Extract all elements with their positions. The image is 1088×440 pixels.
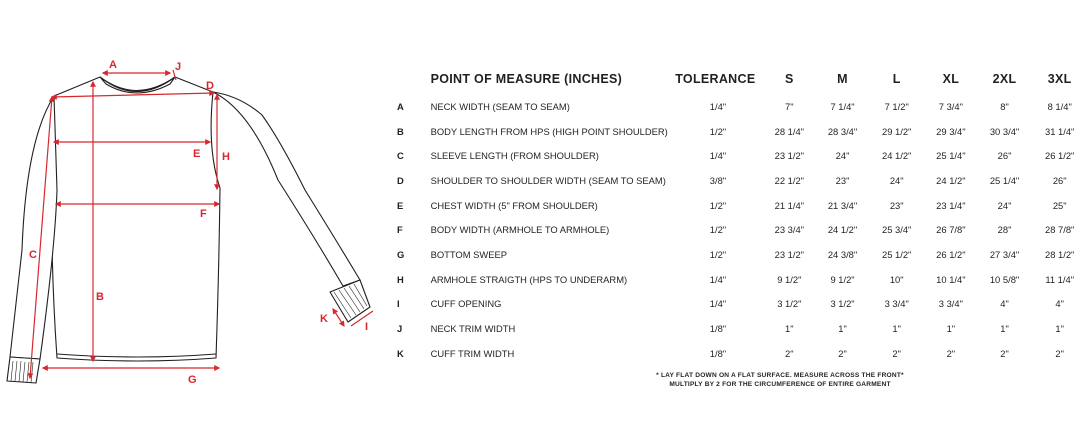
cell-tol: 1/8" xyxy=(709,323,727,335)
cell-desc: CHEST WIDTH (5" FROM SHOULDER) xyxy=(430,199,598,211)
cell-l: 23" xyxy=(889,199,904,211)
cell-xxxl: 26 1/2" xyxy=(1044,150,1075,162)
cell-xl: 29 3/4" xyxy=(936,125,966,137)
cell-xxxl: 25" xyxy=(1052,199,1067,211)
cell-xxxl: 28 1/2" xyxy=(1044,248,1075,260)
cell-letter: J xyxy=(397,323,403,335)
cell-xl: 26 7/8" xyxy=(936,224,966,236)
cell-tol: 1/2" xyxy=(709,125,727,137)
cell-l: 1" xyxy=(892,323,901,335)
header-size-s: S xyxy=(785,72,794,86)
cell-l: 25 1/2" xyxy=(881,248,912,260)
header-tolerance: TOLERANCE xyxy=(675,72,756,86)
cell-xxxl: 1" xyxy=(1055,323,1064,335)
cell-s: 28 1/4" xyxy=(774,125,805,137)
cell-letter: B xyxy=(397,125,404,137)
cell-xl: 10 1/4" xyxy=(936,273,966,285)
table-row xyxy=(392,217,1088,242)
cell-tol: 1/2" xyxy=(709,224,727,236)
header-point-of-measure: POINT OF MEASURE (INCHES) xyxy=(430,72,623,86)
cell-l: 3 3/4" xyxy=(884,298,909,310)
cell-m: 21 3/4" xyxy=(827,199,858,211)
cell-l: 2" xyxy=(892,347,901,359)
label-e: E xyxy=(193,148,201,160)
cell-tol: 1/4" xyxy=(709,298,727,310)
header-size-3xl: 3XL xyxy=(1047,72,1072,86)
cell-desc: ARMHOLE STRAIGTH (HPS TO UNDERARM) xyxy=(430,273,628,285)
cell-xxl: 27 3/4" xyxy=(989,248,1020,260)
table-row xyxy=(392,292,1088,317)
footnote-line-1: * LAY FLAT DOWN ON A FLAT SURFACE. MEASURE ACROSS THE FRONT* xyxy=(656,372,904,379)
right-sleeve-outline xyxy=(213,92,360,286)
cell-letter: K xyxy=(397,347,404,359)
cell-xxl: 10 5/8" xyxy=(989,273,1020,285)
header-letter-spacer xyxy=(392,64,431,94)
table-row xyxy=(392,267,1088,292)
left-sleeve-outline xyxy=(10,96,57,359)
cell-m: 24 1/2" xyxy=(827,224,858,236)
cell-desc: BODY LENGTH FROM HPS (HIGH POINT SHOULDER) xyxy=(430,125,668,137)
cell-s: 22 1/2" xyxy=(774,174,805,186)
cell-letter: H xyxy=(397,273,404,285)
cell-l: 25 3/4" xyxy=(881,224,912,236)
cell-s: 21 1/4" xyxy=(774,199,805,211)
cell-xxxl: 31 1/4" xyxy=(1044,125,1075,137)
table-row xyxy=(392,168,1088,193)
table-row xyxy=(392,94,1088,119)
cell-letter: D xyxy=(397,174,404,186)
table-row xyxy=(392,316,1088,341)
cell-desc: BOTTOM SWEEP xyxy=(430,248,507,260)
cell-xxl: 28" xyxy=(997,224,1012,236)
cell-l: 29 1/2" xyxy=(881,125,912,137)
cell-xxxl: 26" xyxy=(1052,174,1067,186)
header-size-m: M xyxy=(837,72,848,86)
cell-l: 24" xyxy=(889,174,904,186)
cell-s: 2" xyxy=(785,347,794,359)
table-row xyxy=(392,341,1088,366)
cell-m: 1" xyxy=(838,323,847,335)
cell-xl: 7 3/4" xyxy=(938,100,963,112)
cell-m: 3 1/2" xyxy=(830,298,855,310)
cell-desc: NECK TRIM WIDTH xyxy=(430,323,516,335)
header-size-2xl: 2XL xyxy=(992,72,1017,86)
cell-xxxl: 2" xyxy=(1055,347,1064,359)
cell-xl: 23 1/4" xyxy=(936,199,966,211)
cell-m: 23" xyxy=(835,174,850,186)
cell-letter: A xyxy=(397,100,404,112)
cell-xl: 26 1/2" xyxy=(936,248,966,260)
cell-l: 24 1/2" xyxy=(881,150,912,162)
label-k: K xyxy=(320,313,328,325)
cell-xl: 2" xyxy=(946,347,956,359)
cell-desc: NECK WIDTH (SEAM TO SEAM) xyxy=(430,100,570,112)
label-d: D xyxy=(206,80,214,92)
cell-xxxl: 8 1/4" xyxy=(1047,100,1072,112)
cell-tol: 1/4" xyxy=(709,100,727,112)
label-f: F xyxy=(200,208,207,220)
size-chart-table xyxy=(392,64,1088,366)
cell-xl: 24 1/2" xyxy=(936,174,966,186)
cell-tol: 1/4" xyxy=(709,273,727,285)
label-c: C xyxy=(29,249,37,261)
table-row xyxy=(392,143,1088,168)
cell-desc: CUFF TRIM WIDTH xyxy=(430,347,515,359)
label-i: I xyxy=(365,321,369,333)
cell-xxl: 30 3/4" xyxy=(989,125,1020,137)
cell-m: 28 3/4" xyxy=(827,125,858,137)
header-size-l: L xyxy=(892,72,901,86)
cell-tol: 3/8" xyxy=(709,174,727,186)
cell-letter: I xyxy=(397,298,400,310)
cell-xxxl: 4" xyxy=(1055,298,1064,310)
cell-m: 24 3/8" xyxy=(827,248,858,260)
footnote-line-2: MULTIPLY BY 2 FOR THE CIRCUMFERENCE OF ENTIRE GARMENT xyxy=(669,381,891,388)
measurement-footnote xyxy=(600,371,960,389)
cell-tol: 1/4" xyxy=(709,150,727,162)
cell-tol: 1/8" xyxy=(709,347,727,359)
cell-xl: 3 3/4" xyxy=(938,298,963,310)
cell-desc: SLEEVE LENGTH (FROM SHOULDER) xyxy=(430,150,599,162)
cell-desc: CUFF OPENING xyxy=(430,298,502,310)
table-row xyxy=(392,242,1088,267)
cell-s: 23 1/2" xyxy=(774,248,805,260)
cell-tol: 1/2" xyxy=(709,248,727,260)
cell-s: 23 1/2" xyxy=(774,150,805,162)
cell-s: 1" xyxy=(785,323,794,335)
label-g: G xyxy=(188,374,197,386)
cell-letter: G xyxy=(397,248,405,260)
cell-s: 3 1/2" xyxy=(777,298,802,310)
cell-desc: SHOULDER TO SHOULDER WIDTH (SEAM TO SEAM) xyxy=(430,174,666,186)
cell-xxl: 8" xyxy=(1000,100,1009,112)
cell-s: 7" xyxy=(785,100,794,112)
cell-letter: C xyxy=(397,150,404,162)
cell-xxl: 1" xyxy=(1000,323,1009,335)
cell-xxl: 25 1/4" xyxy=(989,174,1020,186)
cell-l: 10" xyxy=(889,273,904,285)
cell-letter: F xyxy=(397,224,403,236)
cell-xxxl: 28 7/8" xyxy=(1044,224,1075,236)
table-row xyxy=(392,119,1088,144)
header-size-xl: XL xyxy=(942,72,960,86)
garment-outline xyxy=(7,77,370,383)
cell-xxl: 4" xyxy=(1000,298,1009,310)
label-h: H xyxy=(222,151,230,163)
cell-xl: 1" xyxy=(946,323,956,335)
cell-xxl: 24" xyxy=(997,199,1012,211)
cell-m: 9 1/2" xyxy=(830,273,855,285)
label-a: A xyxy=(109,59,117,71)
cell-xxxl: 11 1/4" xyxy=(1045,273,1075,285)
cell-s: 9 1/2" xyxy=(777,273,802,285)
cell-m: 2" xyxy=(838,347,847,359)
cell-letter: E xyxy=(397,199,404,211)
sweatshirt-diagram xyxy=(0,0,380,440)
cell-tol: 1/2" xyxy=(709,199,727,211)
cell-s: 23 3/4" xyxy=(774,224,805,236)
cell-desc: BODY WIDTH (ARMHOLE TO ARMHOLE) xyxy=(430,224,610,236)
cell-xl: 25 1/4" xyxy=(936,150,966,162)
cell-xxl: 26" xyxy=(997,150,1012,162)
cell-l: 7 1/2" xyxy=(884,100,909,112)
cell-xxl: 2" xyxy=(1000,347,1009,359)
label-b: B xyxy=(96,291,104,303)
cell-m: 24" xyxy=(835,150,850,162)
label-j: J xyxy=(175,61,182,73)
table-header-row xyxy=(392,64,1088,94)
table-row xyxy=(392,193,1088,218)
cell-m: 7 1/4" xyxy=(830,100,855,112)
body-outline xyxy=(52,77,220,361)
